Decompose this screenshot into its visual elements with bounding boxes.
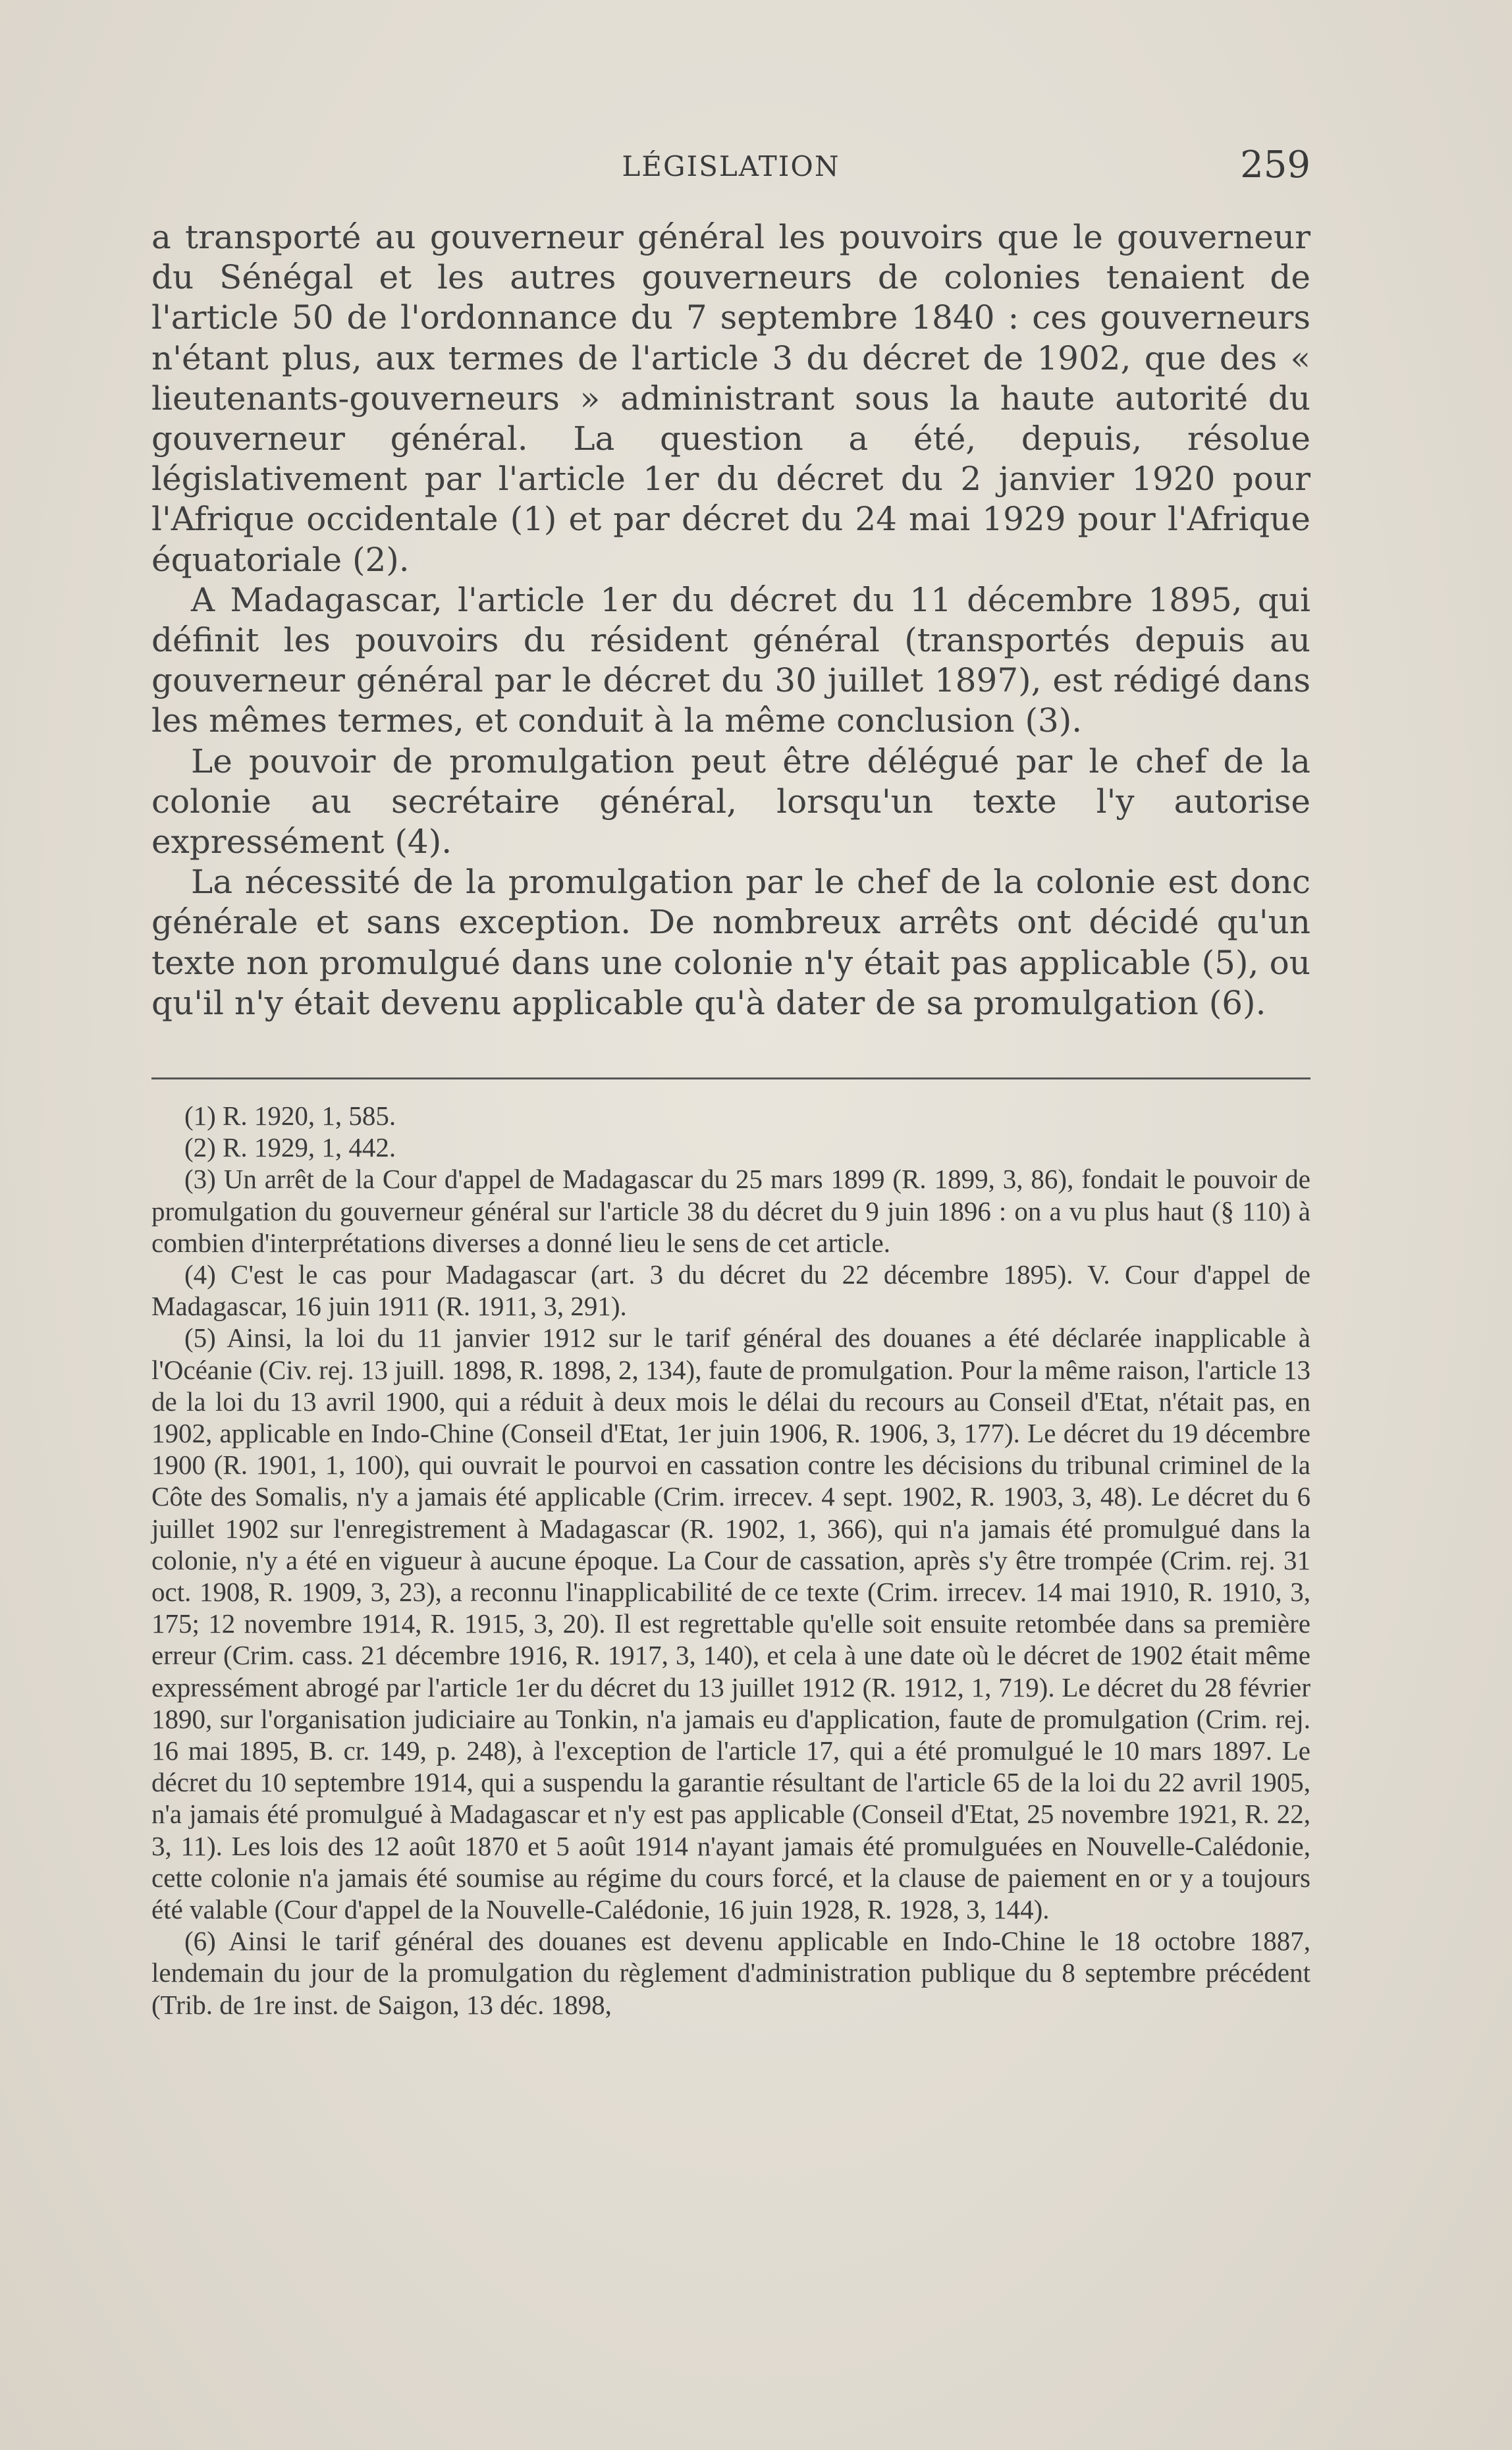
paragraph: A Madagascar, l'article 1er du décret du 11 décembre 1895, qui définit les pouvoirs du résident général (transportés depuis au gouverneur général par le décret du 30 juillet 1897), est rédigé dans les mêmes termes, et conduit à la même conclusion (3).	[151, 580, 1310, 740]
footnote: (3) Un arrêt de la Cour d'appel de Madagascar du 25 mars 1899 (R. 1899, 3, 86), fondait le pouvoir de promulgation du gouverneur général sur l'article 38 du décret du 9 juin 1896 : on a vu plus haut (§ 110) à combien d'interprétations diverses a donné lieu le sens de cet article.	[151, 1164, 1310, 1258]
paragraph: La nécessité de la promulgation par le chef de la colonie est donc générale et sans exception. De nombreux arrêts ont décidé qu'un texte non promulgué dans une colonie n'y était pas applicable (5), ou qu'il n'y était devenu applicable qu'à dater de sa promulgation (6).	[151, 863, 1310, 1022]
body-text	[151, 217, 1310, 1023]
page-header	[151, 144, 1310, 190]
footnote: (2) R. 1929, 1, 442.	[184, 1132, 396, 1163]
footnote: (4) C'est le cas pour Madagascar (art. 3 du décret du 22 décembre 1895). V. Cour d'appel de Madagascar, 16 juin 1911 (R. 1911, 3, 291).	[151, 1259, 1310, 1322]
footnote: (1) R. 1920, 1, 585.	[184, 1101, 396, 1131]
page-number: 259	[1240, 144, 1310, 186]
footnotes	[151, 1100, 1310, 2021]
footnote-separator	[151, 1077, 1310, 1079]
footnote: (5) Ainsi, la loi du 11 janvier 1912 sur le tarif général des douanes a été déclarée inapplicable à l'Océanie (Civ. rej. 13 juill. 1898, R. 1898, 2, 134), faute de promulgation. Pour la même raison, l'article 13 de la loi du 13 avril 1900, qui a réduit à deux mois le délai du recours au Conseil d'Etat, n'était pas, en 1902, applicable en Indo-Chine (Conseil d'Etat, 1er juin 1906, R. 1906, 3, 177). Le décret du 19 décembre 1900 (R. 1901, 1, 100), qui ouvrait le pourvoi en cassation contre les décisions du tribunal criminel de la Côte des Somalis, n'y a jamais été applicable (Crim. irrecev. 4 sept. 1902, R. 1903, 3, 48). Le décret du 6 juillet 1902 sur l'enregistrement à Madagascar (R. 1902, 1, 366), qui n'a jamais été promulgué dans la colonie, n'y a été en vigueur à aucune époque. La Cour de cassation, après s'y être trompée (Crim. rej. 31 oct. 1908, R. 1909, 3, 23), a reconnu l'inapplicabilité de ce texte (Crim. irrecev. 14 mai 1910, R. 1910, 3, 175; 12 novembre 1914, R. 1915, 3, 20). Il est regrettable qu'elle soit ensuite retombée dans sa première erreur (Crim. cass. 21 décembre 1916, R. 1917, 3, 140), et cela à une date où le décret de 1902 était même expressément abrogé par l'article 1er du décret du 13 juillet 1912 (R. 1912, 1, 719). Le décret du 28 février 1890, sur l'organisation judiciaire au Tonkin, n'a jamais eu d'application, faute de promulgation (Crim. rej. 16 mai 1895, B. cr. 149, p. 248), à l'exception de l'article 17, qui a été promulgué le 10 mars 1897. Le décret du 10 septembre 1914, qui a suspendu la garantie résultant de l'article 65 de la loi du 22 avril 1905, n'a jamais été promulgué à Madagascar et n'y est pas applicable (Conseil d'Etat, 25 novembre 1921, R. 22, 3, 11). Les lois des 12 août 1870 et 5 août 1914 n'ayant jamais été promulguées en Nouvelle-Calédonie, cette colonie n'a jamais été soumise au régime du cours forcé, et la clause de paiement en or y a toujours été valable (Cour d'appel de la Nouvelle-Calédonie, 16 juin 1928, R. 1928, 3, 144).	[151, 1322, 1310, 1925]
paragraph: a transporté au gouverneur général les pouvoirs que le gouverneur du Sénégal et les autres gouverneurs de colonies tenaient de l'article 50 de l'ordonnance du 7 septembre 1840 : ces gouverneurs n'étant plus, aux termes de l'article 3 du décret de 1902, que des « lieutenants-gouverneurs » administrant sous la haute autorité du gouverneur général. La question a été, depuis, résolue législativement par l'article 1er du décret du 2 janvier 1920 pour l'Afrique occidentale (1) et par décret du 24 mai 1929 pour l'Afrique équatoriale (2).	[151, 218, 1310, 579]
running-head: LÉGISLATION	[622, 150, 840, 182]
paragraph: Le pouvoir de promulgation peut être délégué par le chef de la colonie au secrétaire général, lorsqu'un texte l'y autorise expressément (4).	[151, 742, 1310, 861]
footnote: (6) Ainsi le tarif général des douanes est devenu applicable en Indo-Chine le 18 octobre 1887, lendemain du jour de la promulgation du règlement d'administration publique du 8 septembre précédent (Trib. de 1re inst. de Saigon, 13 déc. 1898,	[151, 1926, 1310, 2020]
